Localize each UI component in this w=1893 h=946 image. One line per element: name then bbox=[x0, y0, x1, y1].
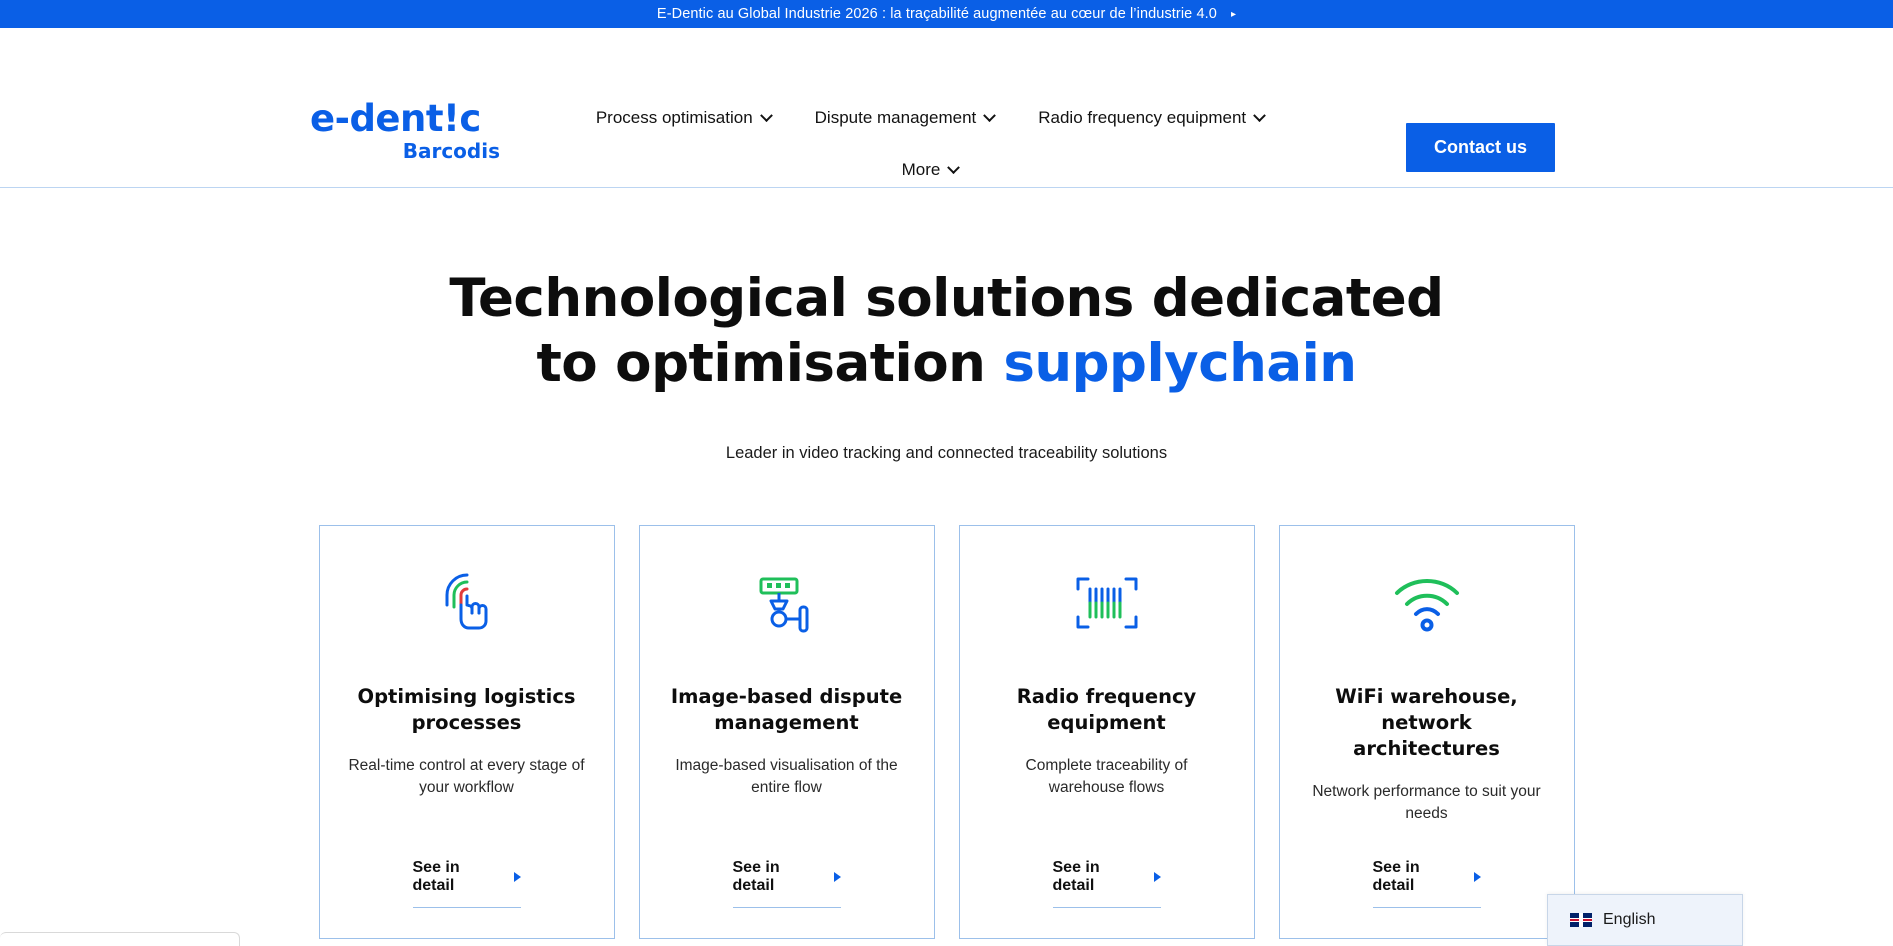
nav-label: Radio frequency equipment bbox=[1038, 108, 1247, 127]
feature-card-title: Radio frequency equipment bbox=[1016, 685, 1197, 735]
logo[interactable] bbox=[310, 97, 500, 163]
see-in-detail-label: See in detail bbox=[412, 858, 460, 894]
feature-card[interactable] bbox=[639, 525, 935, 938]
wifi-signal-icon bbox=[1387, 560, 1467, 646]
nav-label: More bbox=[901, 160, 941, 179]
feature-card-title: Image-based dispute management bbox=[670, 685, 903, 735]
site-header bbox=[0, 28, 1893, 188]
feature-card[interactable] bbox=[959, 525, 1255, 938]
feature-card-title: Optimising logistics processes bbox=[357, 685, 576, 735]
see-in-detail-label: See in detail bbox=[1372, 858, 1420, 894]
main-nav-row-2 bbox=[560, 156, 1300, 184]
page-title bbox=[417, 266, 1477, 396]
announcement-text: E-Dentic au Global Industrie 2026 : la traçabilité augmentée au cœur de l’industrie 4.0 bbox=[656, 6, 1217, 22]
feature-card-title: WiFi warehouse, network architectures bbox=[1335, 685, 1518, 760]
arrow-right-icon bbox=[1154, 872, 1161, 882]
main-nav bbox=[560, 104, 1300, 184]
arrow-right-icon bbox=[834, 872, 841, 882]
see-in-detail-link[interactable] bbox=[1053, 825, 1161, 908]
contact-us-button[interactable]: Contact us bbox=[1406, 123, 1555, 172]
page-title-main: Technological solutions dedicated to optimisation bbox=[449, 268, 1444, 395]
feature-card-description: Image-based visualisation of the entire flow bbox=[675, 756, 898, 796]
language-label: English bbox=[1603, 911, 1656, 928]
see-in-detail-label: See in detail bbox=[1052, 858, 1100, 894]
feature-card-description: Complete traceability of warehouse flows bbox=[1025, 756, 1188, 796]
security-camera-icon bbox=[747, 560, 827, 646]
fingerprint-touch-icon bbox=[431, 560, 503, 646]
see-in-detail-link[interactable] bbox=[733, 825, 841, 908]
nav-label: Dispute management bbox=[814, 108, 977, 127]
see-in-detail-link[interactable] bbox=[1373, 825, 1481, 908]
nav-item-dispute-management[interactable] bbox=[815, 104, 995, 132]
nav-item-radio-frequency-equipment[interactable] bbox=[1038, 104, 1264, 132]
hero-section bbox=[0, 188, 1893, 463]
feature-card[interactable] bbox=[1279, 525, 1575, 938]
hero-subtitle: Leader in video tracking and connected traceability solutions bbox=[725, 444, 1168, 463]
nav-item-more[interactable] bbox=[902, 156, 959, 184]
barcode-scan-icon bbox=[1068, 560, 1146, 646]
language-switcher[interactable] bbox=[1547, 894, 1743, 946]
corner-widget[interactable] bbox=[0, 932, 240, 946]
chevron-down-icon[interactable] bbox=[760, 109, 773, 122]
see-in-detail-link[interactable] bbox=[413, 825, 521, 908]
arrow-right-icon bbox=[514, 872, 521, 882]
uk-flag-icon bbox=[1570, 913, 1592, 927]
announcement-arrow-icon[interactable]: ▸ bbox=[1230, 9, 1237, 20]
logo-wordmark bbox=[310, 97, 500, 140]
nav-label: Process optimisation bbox=[595, 108, 753, 127]
feature-card-description: Real-time control at every stage of your workflow bbox=[348, 756, 585, 796]
chevron-down-icon[interactable] bbox=[983, 109, 996, 122]
logo-wordmark-text: e-dent!c bbox=[310, 97, 481, 140]
chevron-down-icon[interactable] bbox=[947, 161, 960, 174]
logo-subtext: Barcodis bbox=[402, 139, 500, 163]
nav-item-process-optimisation[interactable] bbox=[596, 104, 771, 132]
arrow-right-icon bbox=[1474, 872, 1481, 882]
feature-card-description: Network performance to suit your needs bbox=[1312, 782, 1541, 822]
page-title-accent: supplychain bbox=[1003, 333, 1357, 395]
announcement-bar[interactable] bbox=[0, 0, 1893, 28]
feature-cards bbox=[0, 525, 1893, 938]
see-in-detail-label: See in detail bbox=[732, 858, 780, 894]
chevron-down-icon[interactable] bbox=[1253, 109, 1266, 122]
feature-card[interactable] bbox=[319, 525, 615, 938]
